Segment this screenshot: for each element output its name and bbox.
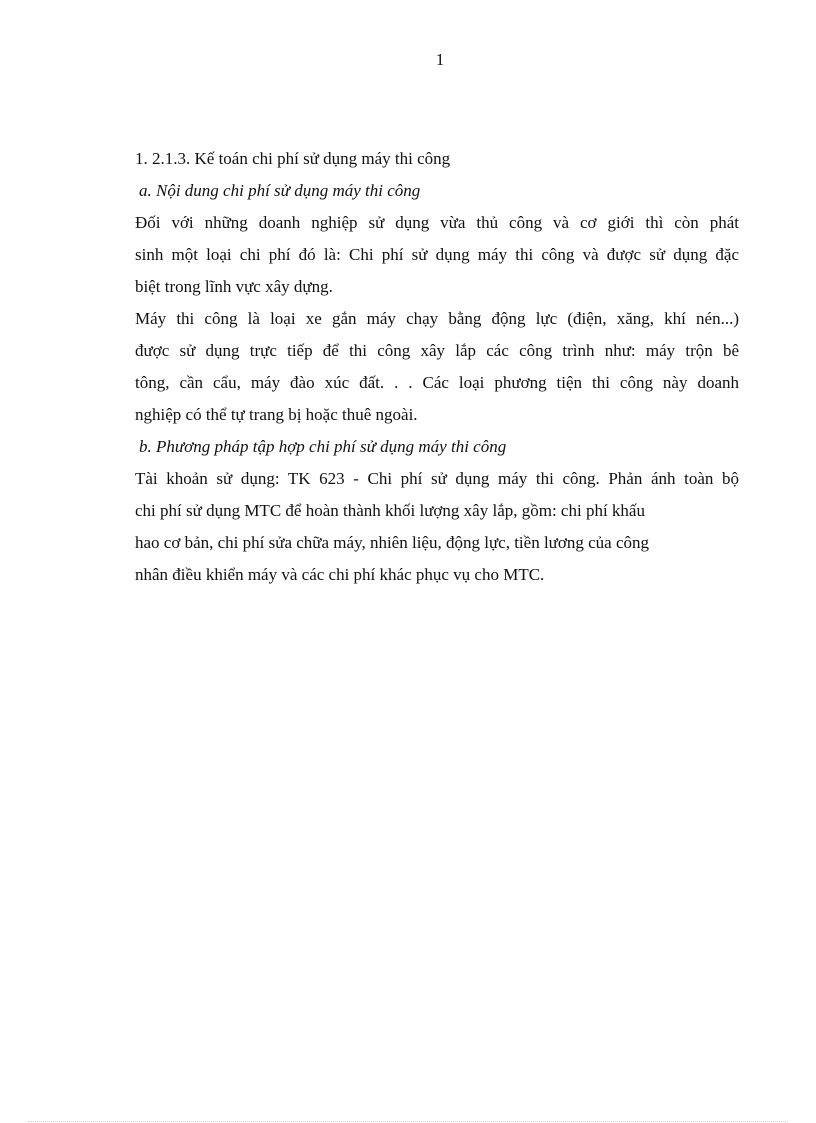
paragraph-1-line: sinh một loại chi phí đó là: Chi phí sử dụng máy thi công và được sử dụng đặc xyxy=(135,245,739,264)
paragraph-2-line: được sử dụng trực tiếp để thi công xây lắp các công trình như: máy trộn bê xyxy=(135,341,739,360)
subsection-heading-b: b. Phương pháp tập hợp chi phí sử dụng máy thi công xyxy=(139,437,507,456)
page-bottom-divider xyxy=(28,1121,788,1122)
paragraph-3-line: chi phí sử dụng MTC để hoàn thành khối lượng xây lắp, gồm: chi phí khấu xyxy=(135,501,645,520)
page-number: 1 xyxy=(435,50,445,69)
paragraph-3-line: hao cơ bản, chi phí sửa chữa máy, nhiên liệu, động lực, tiền lương của công xyxy=(135,533,650,552)
paragraph-3 xyxy=(135,463,739,591)
paragraph-2 xyxy=(135,303,739,431)
subsection-heading-a: a. Nội dung chi phí sử dụng máy thi công xyxy=(139,181,421,200)
paragraph-1 xyxy=(135,207,739,303)
paragraph-3-line: Tài khoản sử dụng: TK 623 - Chi phí sử dụng máy thi công. Phản ánh toàn bộ xyxy=(135,469,739,488)
document-body xyxy=(135,143,739,591)
paragraph-3-line: nhân điều khiển máy và các chi phí khác phục vụ cho MTC. xyxy=(135,565,545,584)
paragraph-2-line: nghiệp có thể tự trang bị hoặc thuê ngoài. xyxy=(135,405,418,424)
paragraph-1-line: Đối với những doanh nghiệp sử dụng vừa thủ công và cơ giới thì còn phát xyxy=(135,213,739,232)
paragraph-2-line: tông, cần cẩu, máy đào xúc đất. . . Các loại phương tiện thi công này doanh xyxy=(135,373,739,392)
section-heading: 1. 2.1.3. Kế toán chi phí sử dụng máy thi công xyxy=(135,149,451,168)
paragraph-2-line: Máy thi công là loại xe gắn máy chạy bằng động lực (điện, xăng, khí nén...) xyxy=(135,309,739,328)
paragraph-1-line: biệt trong lĩnh vực xây dựng. xyxy=(135,277,333,296)
